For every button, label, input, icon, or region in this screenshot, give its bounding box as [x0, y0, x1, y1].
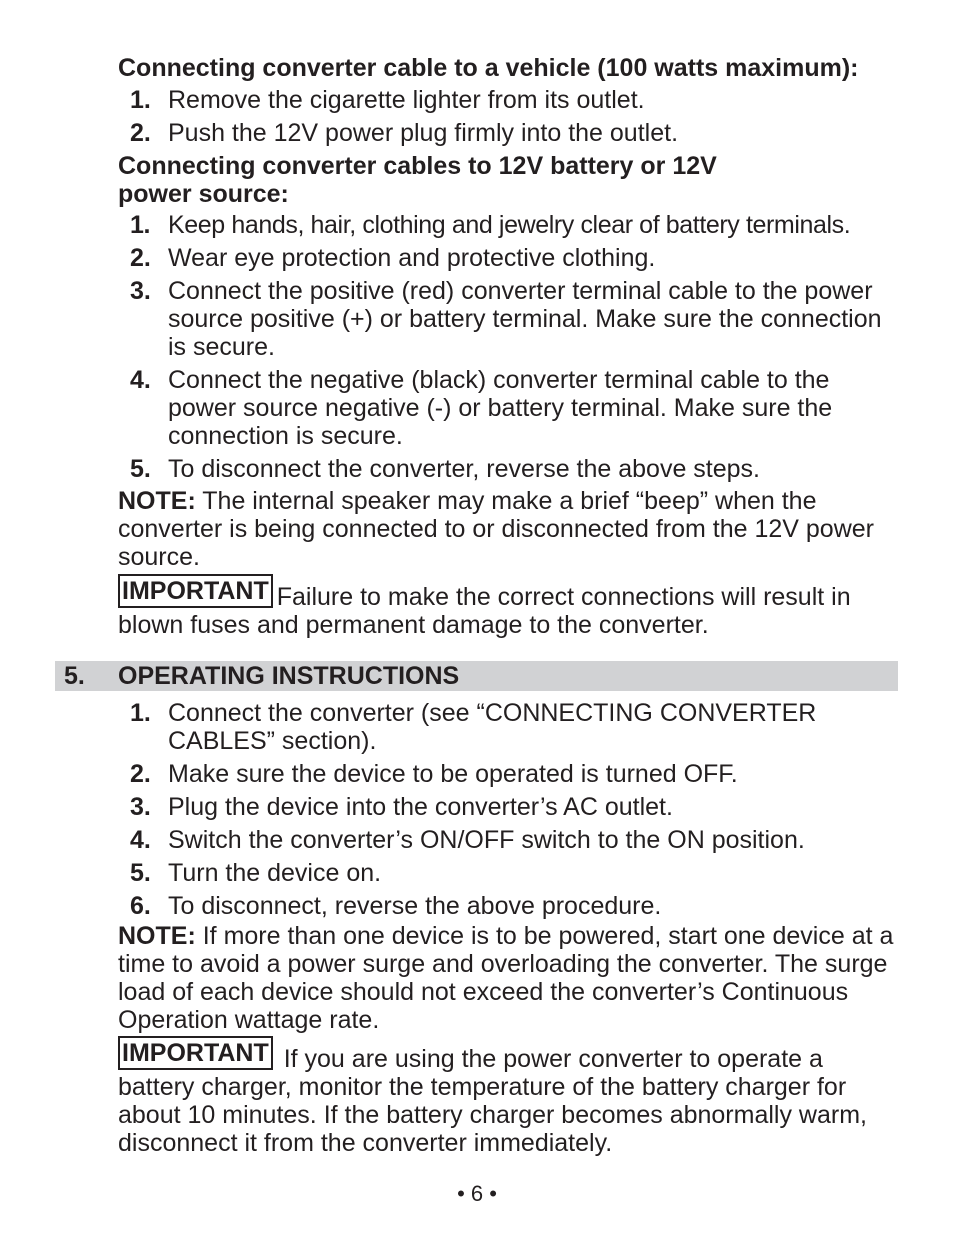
note-label: NOTE:	[118, 487, 196, 515]
step-text: Turn the device on.	[168, 859, 382, 887]
note-text: The internal speaker may make a brief “beep” when the converter is being connected to or disconnected from the 12V power source.	[118, 487, 874, 571]
step-text: Plug the device into the converter’s AC outlet.	[168, 793, 673, 821]
battery-heading-line1: Connecting converter cables to 12V battery or 12V	[118, 152, 717, 180]
battery-important	[118, 574, 898, 639]
step-number: 5.	[130, 859, 151, 887]
step-text: Connect the negative (black) converter terminal cable to the power source negative (-) or battery terminal. Make sure the connection is secure.	[168, 366, 833, 450]
section-title: OPERATING INSTRUCTIONS	[118, 662, 460, 690]
step-text: Connect the positive (red) converter terminal cable to the power source positive (+) or battery terminal. Make sure the connection is secure.	[168, 277, 882, 361]
list-item	[118, 119, 898, 147]
step-number: 2.	[130, 760, 151, 788]
note-label: NOTE:	[118, 922, 196, 950]
list-item	[118, 826, 898, 854]
operating-note	[118, 922, 898, 1034]
step-text: Wear eye protection and protective clothing.	[168, 244, 656, 272]
step-text: Switch the converter’s ON/OFF switch to the ON position.	[168, 826, 805, 854]
step-text: To disconnect the converter, reverse the above steps.	[168, 455, 761, 483]
battery-steps-list	[118, 211, 898, 488]
step-number: 3.	[130, 793, 151, 821]
note-text: If more than one device is to be powered, start one device at a time to avoid a power surge and overloading the converter. The surge load of each device should not exceed the converter’s Continuous Operation wattage rate.	[118, 922, 894, 1034]
important-text: Failure to make the correct connections will result in blown fuses and permanent damage to the converter.	[118, 583, 851, 639]
list-item	[118, 699, 898, 755]
list-item	[118, 793, 898, 821]
step-text: Connect the converter (see “CONNECTING CONVERTER CABLES” section).	[168, 699, 817, 755]
list-item	[118, 277, 898, 361]
step-text: Remove the cigarette lighter from its outlet.	[168, 86, 645, 114]
step-number: 4.	[130, 366, 151, 394]
operating-steps-list	[118, 699, 898, 925]
list-item	[118, 211, 898, 239]
important-text: If you are using the power converter to operate a battery charger, monitor the temperature of the battery charger for about 10 minutes. If the battery charger becomes abnormally warm, disconnect it from the converter immediately.	[118, 1045, 867, 1157]
step-number: 2.	[130, 244, 151, 272]
list-item	[118, 760, 898, 788]
step-text: To disconnect, reverse the above procedure.	[168, 892, 662, 920]
battery-heading	[118, 152, 717, 208]
step-number: 1.	[130, 86, 151, 114]
step-number: 1.	[130, 211, 151, 239]
section-number: 5.	[64, 662, 85, 690]
step-number: 3.	[130, 277, 151, 305]
step-number: 1.	[130, 699, 151, 727]
step-number: 2.	[130, 119, 151, 147]
step-number: 6.	[130, 892, 151, 920]
operating-important	[118, 1036, 898, 1157]
step-text: Keep hands, hair, clothing and jewelry clear of battery terminals.	[168, 211, 851, 239]
battery-heading-line2: power source:	[118, 180, 289, 208]
important-badge: IMPORTANT	[118, 574, 273, 608]
vehicle-heading: Connecting converter cable to a vehicle (100 watts maximum):	[118, 54, 859, 82]
page-number: • 6 •	[457, 1181, 497, 1206]
list-item	[118, 455, 898, 483]
step-text: Make sure the device to be operated is turned OFF.	[168, 760, 738, 788]
important-badge: IMPORTANT	[118, 1036, 273, 1070]
battery-note	[118, 487, 898, 571]
list-item	[118, 366, 898, 450]
list-item	[118, 859, 898, 887]
step-number: 4.	[130, 826, 151, 854]
list-item	[118, 86, 898, 114]
step-text: Push the 12V power plug firmly into the outlet.	[168, 119, 679, 147]
step-number: 5.	[130, 455, 151, 483]
list-item	[118, 244, 898, 272]
vehicle-steps-list	[118, 86, 898, 152]
list-item	[118, 892, 898, 920]
section-header	[55, 661, 898, 691]
